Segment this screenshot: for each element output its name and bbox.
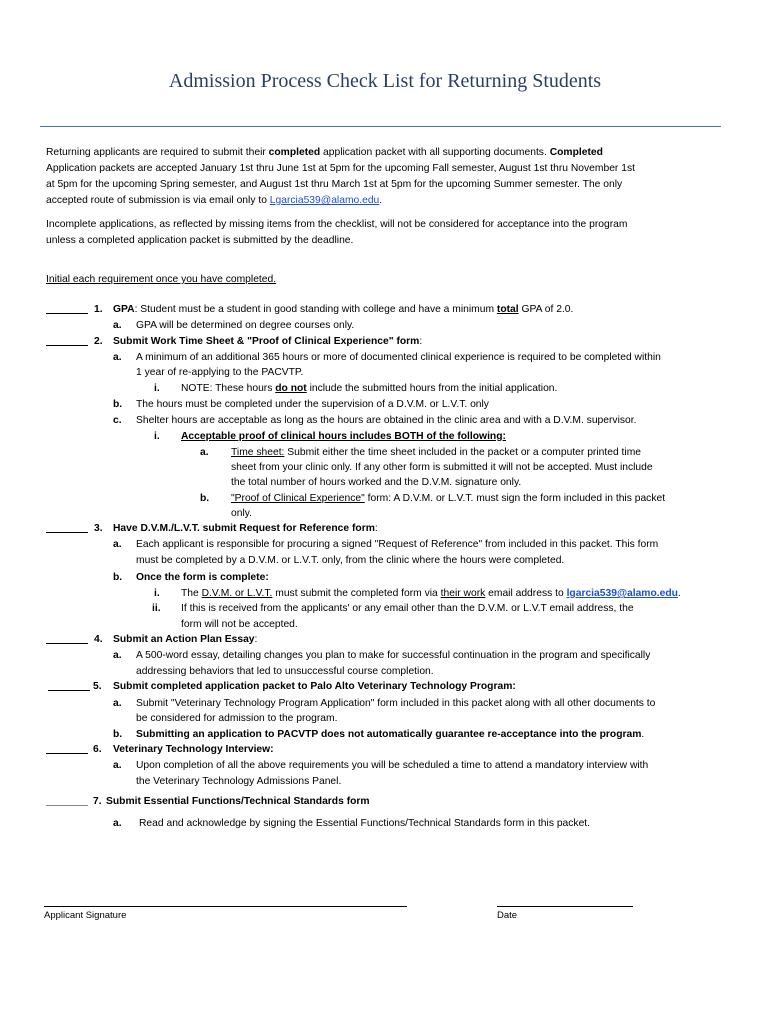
item-3b-marker: b.	[113, 572, 123, 583]
item-1-text: GPA: Student must be a student in good standing with college and have a minimum total GPA of 2.0.	[113, 304, 574, 315]
initial-blank-5[interactable]	[48, 682, 90, 694]
item-2cia-text-1: Time sheet: Submit either the time sheet included in the packet or a computer printed time	[231, 447, 641, 458]
item-2a-text-2: 1 year of re-applying to the PACVTP.	[136, 367, 304, 378]
item-6a-marker: a.	[113, 760, 122, 771]
item-7a-text: Read and acknowledge by signing the Essential Functions/Technical Standards form in this packet.	[139, 818, 591, 829]
item-3-number: 3.	[94, 523, 103, 534]
item-6-number: 6.	[93, 744, 102, 755]
item-4-text: Submit an Action Plan Essay:	[113, 634, 258, 645]
item-5a-text-2: be considered for admission to the program.	[136, 713, 338, 724]
item-3a-text-1: Each applicant is responsible for procuring a signed "Request of Reference" from included in this packet. This form	[136, 539, 659, 550]
page-title: Admission Process Check List for Returning Students	[168, 70, 602, 92]
item-2b-marker: b.	[113, 399, 123, 410]
email-link[interactable]: Lgarcia539@alamo.edu	[269, 195, 380, 206]
item-3-text: Have D.V.M./L.V.T. submit Request for Reference form:	[113, 523, 378, 534]
item-3bii-text-2: form will not be accepted.	[181, 619, 298, 630]
item-2a-marker: a.	[113, 352, 122, 363]
item-2-number: 2.	[94, 336, 103, 347]
intro-line-4: accepted route of submission is via email only to Lgarcia539@alamo.edu.	[46, 195, 383, 206]
item-5-text: Submit completed application packet to Palo Alto Veterinary Technology Program:	[113, 681, 516, 692]
initial-blank-1[interactable]	[46, 305, 88, 317]
item-2cia-text-2: sheet from your clinic only. If any other form is submitted it will not be accepted. Must include	[231, 462, 653, 473]
item-5b-text: Submitting an application to PACVTP does not automatically guarantee re-acceptance into the program.	[136, 729, 645, 740]
item-5-number: 5.	[93, 681, 102, 692]
item-3b-text: Once the form is complete:	[136, 572, 269, 583]
item-3bii-text-1: If this is received from the applicants' or any email other than the D.V.M. or L.V.T email address, the	[181, 603, 634, 614]
item-4-number: 4.	[94, 634, 103, 645]
item-4a-text-2: addressing behaviors that led to unsuccessful course completion.	[136, 666, 434, 677]
title-divider	[40, 126, 721, 127]
item-2cia-text-3: the total number of hours worked and the D.V.M. signature only.	[231, 477, 522, 488]
item-7a-marker: a.	[113, 818, 122, 829]
item-2c-marker: c.	[113, 415, 122, 426]
item-5b-marker: b.	[113, 729, 123, 740]
incomplete-line-2: unless a completed application packet is submitted by the deadline.	[46, 235, 354, 246]
item-2ai-marker: i.	[154, 383, 160, 394]
intro-line-2: Application packets are accepted January 1st thru June 1st at 5pm for the upcoming Fall semester, August 1st thru November 1st	[46, 163, 635, 174]
initial-blank-2[interactable]	[46, 337, 88, 349]
item-2a-text-1: A minimum of an additional 365 hours or more of documented clinical experience is required to be completed within	[136, 352, 661, 363]
item-2ci-marker: i.	[154, 431, 160, 442]
instruction-text: Initial each requirement once you have completed.	[46, 274, 277, 285]
item-2ai-text: NOTE: These hours do not include the submitted hours from the initial application.	[181, 383, 558, 394]
applicant-signature-label: Applicant Signature	[44, 910, 127, 921]
item-6a-text-1: Upon completion of all the above requirements you will be scheduled a time to attend a mandatory interview with	[136, 760, 649, 771]
intro-line-3: at 5pm for the upcoming Spring semester, and August 1st thru March 1st at 5pm for the upcoming Summer semester. The only	[46, 179, 623, 190]
item-3a-marker: a.	[113, 539, 122, 550]
item-4a-marker: a.	[113, 650, 122, 661]
item-2cib-text-1: "Proof of Clinical Experience" form: A D.V.M. or L.V.T. must sign the form included in this packet	[231, 493, 666, 504]
item-2cia-marker: a.	[200, 447, 209, 458]
item-5a-text-1: Submit "Veterinary Technology Program Application" form included in this packet along with all other documents to	[136, 698, 656, 709]
date-label: Date	[497, 910, 518, 921]
item-2cib-marker: b.	[200, 493, 210, 504]
item-3bii-marker: ii.	[152, 603, 161, 614]
item-2b-text: The hours must be completed under the supervision of a D.V.M. or L.V.T. only	[136, 399, 489, 410]
item-7-number: 7.	[93, 796, 102, 807]
item-4a-text-1: A 500-word essay, detailing changes you plan to make for successful continuation in the program and specifically	[136, 650, 651, 661]
initial-blank-4[interactable]	[46, 635, 88, 647]
initial-blank-3[interactable]	[46, 524, 88, 536]
item-2cib-text-2: only.	[231, 508, 252, 519]
item-2c-text: Shelter hours are acceptable as long as the hours are obtained in the clinic area and with a D.V.M. supervisor.	[136, 415, 637, 426]
item-1-number: 1.	[94, 304, 103, 315]
item-1a-text: GPA will be determined on degree courses only.	[136, 320, 355, 331]
item-3a-text-2: must be completed by a D.V.M. or L.V.T. only, from the clinic where the hours were completed.	[136, 555, 565, 566]
item-3bi-text: The D.V.M. or L.V.T. must submit the completed form via their work email address to lgarcia539@alamo.edu.	[181, 588, 681, 599]
reference-email-link[interactable]: lgarcia539@alamo.edu	[566, 588, 678, 599]
incomplete-line-1: Incomplete applications, as reflected by missing items from the checklist, will not be considered for acceptance into the program	[46, 219, 628, 230]
initial-blank-6[interactable]	[46, 745, 88, 757]
item-2-text: Submit Work Time Sheet & "Proof of Clinical Experience" form:	[113, 336, 423, 347]
item-5a-marker: a.	[113, 698, 122, 709]
item-3bi-marker: i.	[154, 588, 160, 599]
intro-line-1: Returning applicants are required to submit their completed application packet with all supporting documents. Completed	[46, 147, 603, 158]
item-1a-marker: a.	[113, 320, 122, 331]
date-line[interactable]	[497, 906, 633, 907]
item-6-text: Veterinary Technology Interview:	[113, 744, 274, 755]
applicant-signature-line[interactable]	[44, 906, 407, 907]
initial-blank-7[interactable]	[46, 797, 88, 809]
item-6a-text-2: the Veterinary Technology Admissions Panel.	[136, 776, 342, 787]
item-7-text: Submit Essential Functions/Technical Standards form	[106, 796, 370, 807]
item-2ci-text: Acceptable proof of clinical hours includes BOTH of the following:	[181, 431, 506, 442]
